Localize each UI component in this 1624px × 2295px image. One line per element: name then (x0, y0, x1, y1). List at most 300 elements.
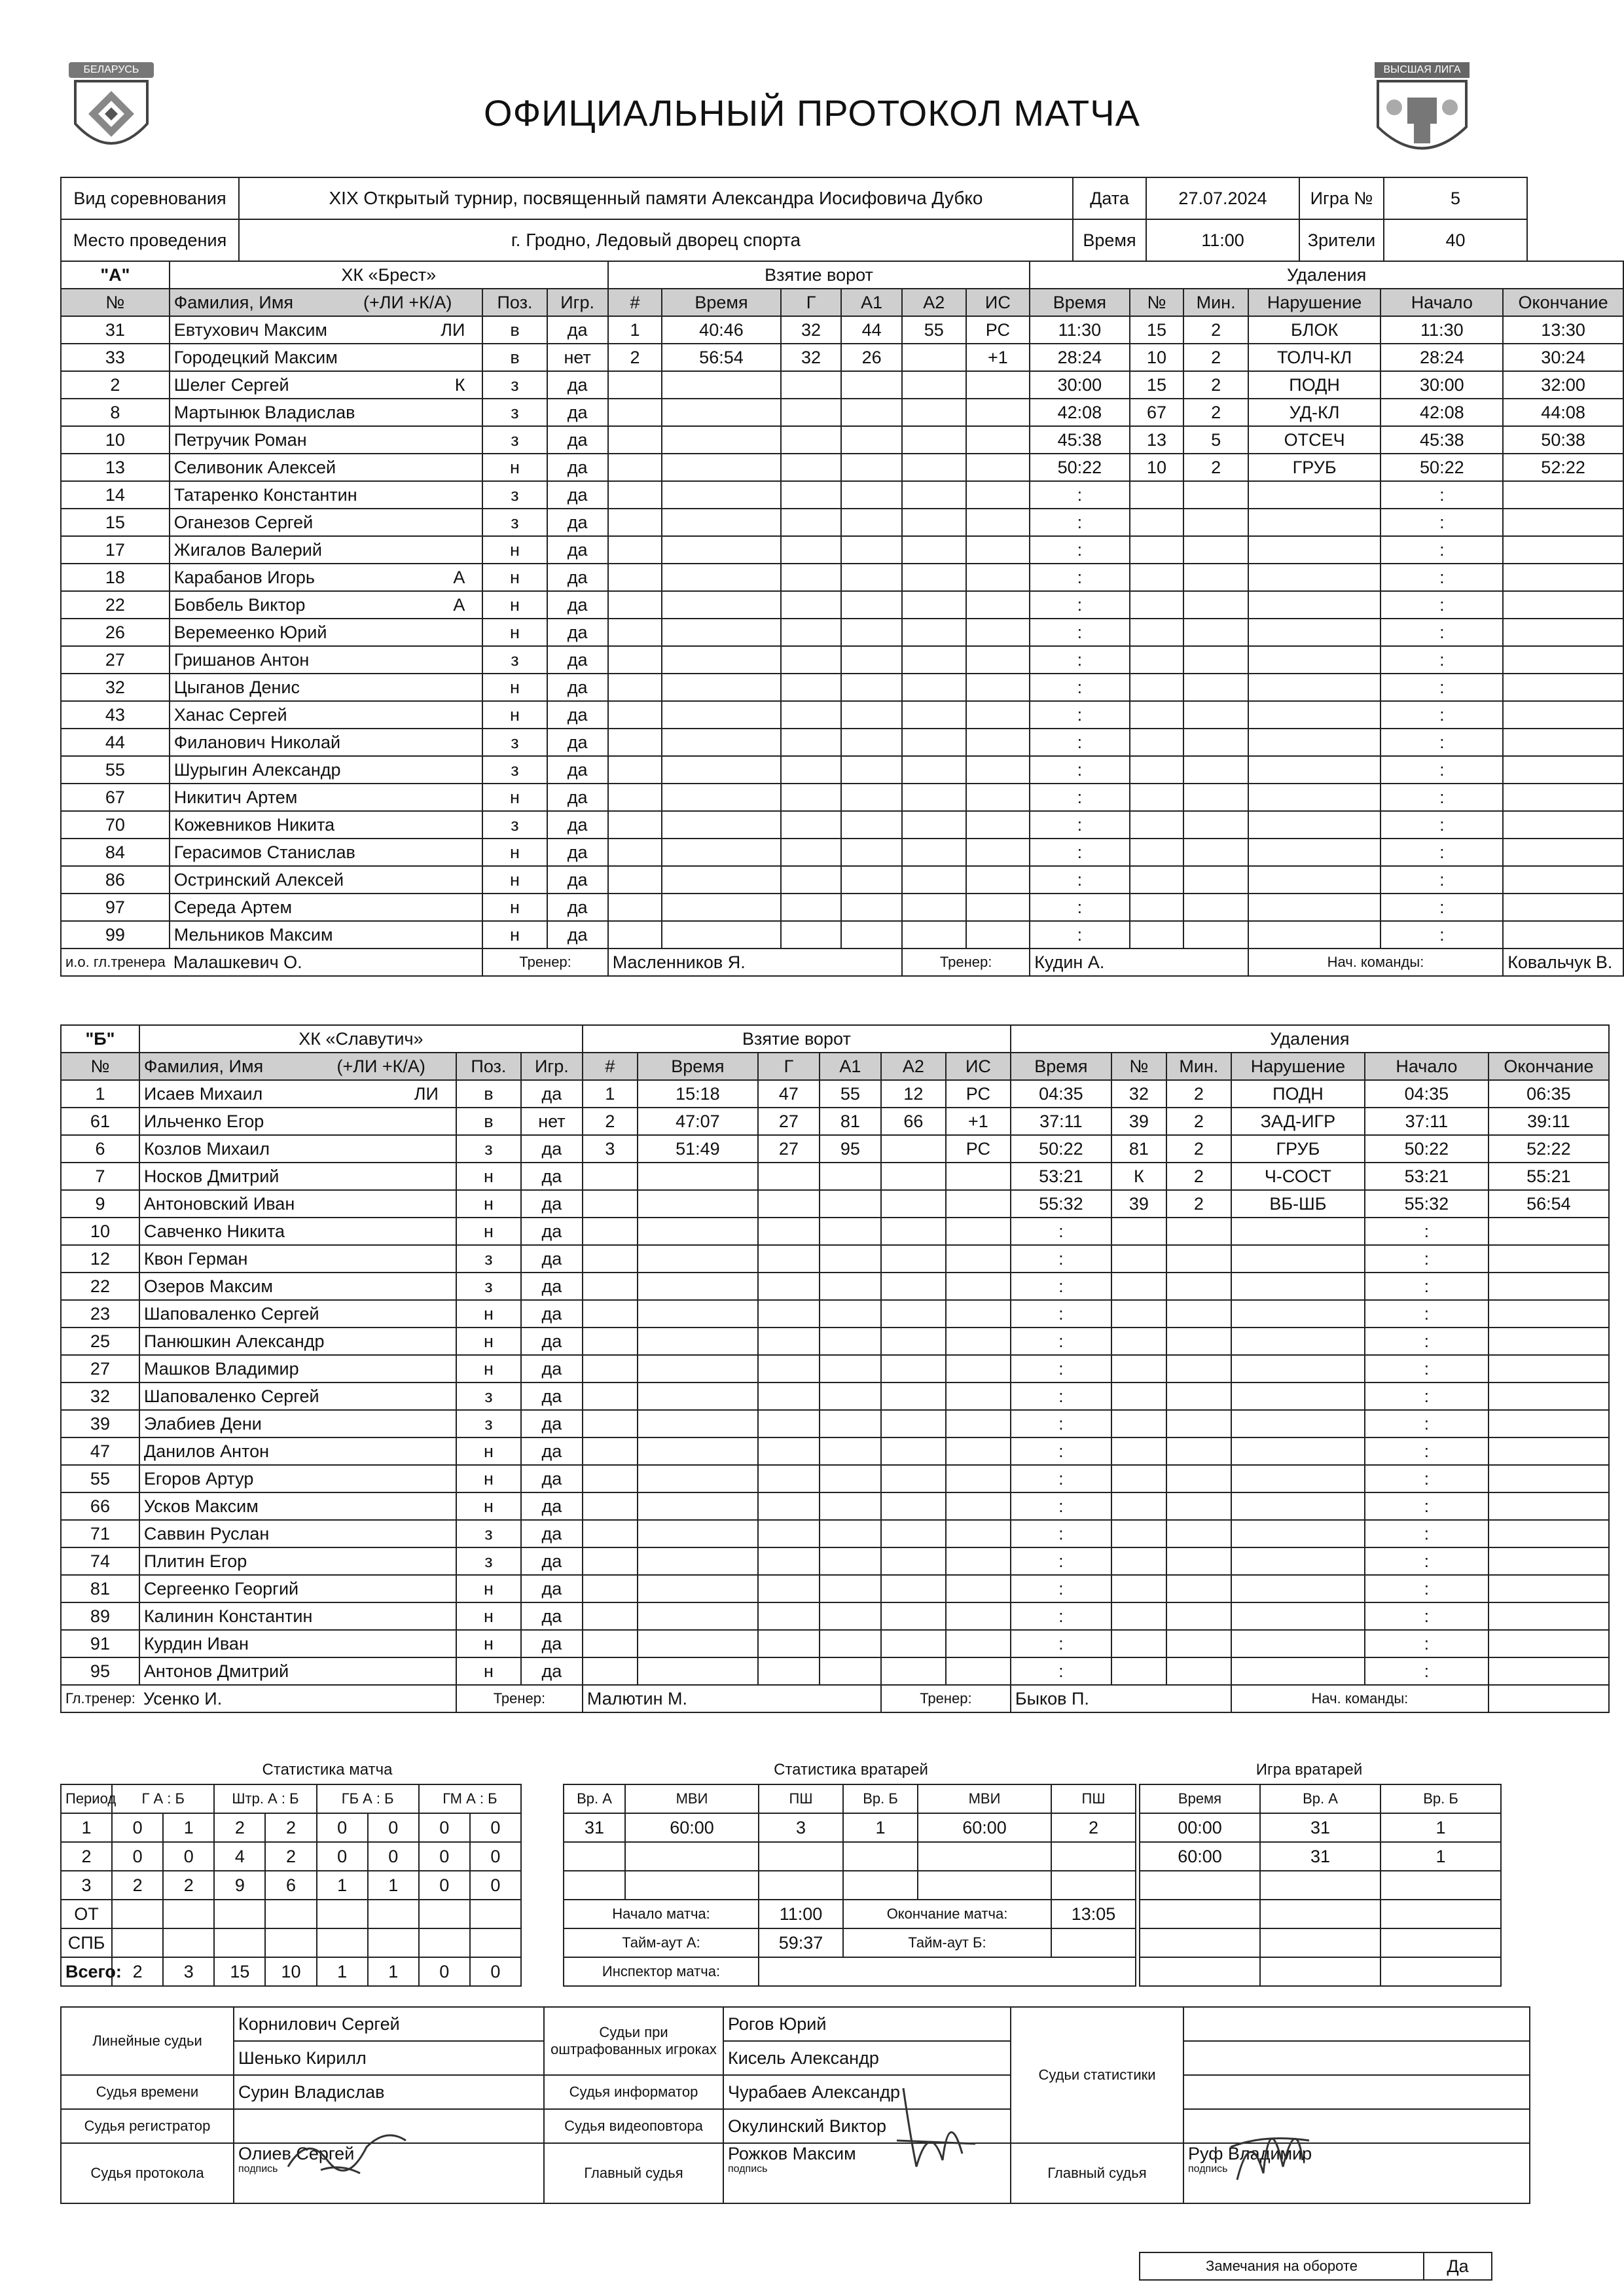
gk-play-value (1260, 1900, 1380, 1928)
penalty-min (1166, 1218, 1231, 1245)
penalty-num (1111, 1602, 1166, 1630)
player-name: Ильченко Егор (143, 1111, 264, 1131)
gk-play-title: Игра вратарей (1255, 1761, 1363, 1779)
penalty-min (1166, 1328, 1231, 1355)
goal-g (758, 1245, 820, 1273)
goal-num (608, 564, 662, 591)
player-name-cell (170, 894, 483, 921)
goal-g (781, 866, 842, 894)
goal-a2 (902, 894, 966, 921)
player-number: 10 (61, 1218, 139, 1245)
player-position: н (456, 1602, 521, 1630)
goal-num (608, 701, 662, 729)
penalty-end (1503, 729, 1623, 756)
col-header-name-text: Фамилия, Имя (173, 293, 294, 312)
col-header-g_g: Г (758, 1053, 820, 1080)
main-judge: Рожков Максим (728, 2144, 856, 2163)
goal-a1 (820, 1163, 881, 1190)
goal-time (638, 1465, 758, 1492)
penalty-viol (1248, 756, 1381, 784)
goal-num (583, 1300, 638, 1328)
player-number: 31 (61, 316, 170, 344)
player-name-cell (139, 1492, 456, 1520)
player-name: Данилов Антон (143, 1441, 270, 1461)
player-name-cell (139, 1080, 456, 1108)
penalty-viol (1231, 1575, 1365, 1602)
player-name: Савченко Никита (143, 1221, 285, 1241)
penalty-min (1183, 619, 1248, 646)
player-played: да (521, 1437, 583, 1465)
player-name-cell (139, 1630, 456, 1657)
gk-stats-table (563, 1784, 1136, 1987)
blank (1051, 1842, 1136, 1871)
penalty-min (1183, 646, 1248, 674)
player-row (61, 894, 1623, 921)
goal-g (758, 1437, 820, 1465)
stats-header-4: ГМ А : Б (419, 1784, 521, 1813)
remarks-table (1139, 2252, 1492, 2281)
player-name-cell (139, 1575, 456, 1602)
gk-stats-title: Статистика вратарей (774, 1761, 928, 1779)
player-row (61, 646, 1623, 674)
goal-a2 (902, 839, 966, 866)
player-played: да (547, 399, 608, 426)
gk-play-table (1139, 1784, 1502, 1987)
penalty-time-empty: : (1030, 564, 1129, 591)
gk-stats-header: МВИ (918, 1784, 1051, 1813)
goal-a1 (820, 1410, 881, 1437)
goal-is (966, 619, 1030, 646)
penalty-min (1183, 509, 1248, 536)
player-row (61, 1492, 1609, 1520)
penalty-start: 50:22 (1365, 1135, 1489, 1163)
stats-value (317, 1900, 368, 1928)
player-row (61, 729, 1623, 756)
penalty-viol (1248, 866, 1381, 894)
goal-a1 (841, 399, 902, 426)
player-number: 95 (61, 1657, 139, 1685)
player-name: Евтухович Максим (173, 320, 327, 340)
stats-header-1: Г А : Б (112, 1784, 214, 1813)
player-played: да (547, 921, 608, 949)
staff-value-2: Малютин М. (583, 1685, 881, 1712)
team-name: ХК «Брест» (170, 261, 608, 289)
goal-a1 (820, 1190, 881, 1218)
player-name-cell (170, 564, 483, 591)
player-position: н (482, 591, 547, 619)
stats-total-value: 15 (214, 1957, 265, 1986)
player-position: з (456, 1135, 521, 1163)
goal-time: 56:54 (662, 344, 781, 371)
player-row (61, 564, 1623, 591)
gk-play-value (1140, 1900, 1260, 1928)
match-start-value: 11:00 (759, 1900, 843, 1928)
player-role: А (453, 568, 465, 587)
penalty-viol (1248, 784, 1381, 811)
goal-g (781, 674, 842, 701)
player-row (61, 619, 1623, 646)
player-position: н (482, 564, 547, 591)
penalty-viol: ТОЛЧ-КЛ (1248, 344, 1381, 371)
player-row (61, 784, 1623, 811)
penalty-viol: ГРУБ (1231, 1135, 1365, 1163)
penalty-end: 55:21 (1489, 1163, 1609, 1190)
gk-stats-header: Вр. А (564, 1784, 625, 1813)
player-role: К (454, 375, 465, 395)
player-played: да (547, 784, 608, 811)
penalty-num: 67 (1130, 399, 1184, 426)
penalty-num (1130, 866, 1184, 894)
goal-time (638, 1382, 758, 1410)
player-position: з (456, 1520, 521, 1547)
goal-a2 (881, 1492, 946, 1520)
stats-value: 0 (317, 1842, 368, 1871)
player-number: 2 (61, 371, 170, 399)
player-position: н (456, 1657, 521, 1685)
player-name-cell (139, 1355, 456, 1382)
goal-a2 (902, 784, 966, 811)
col-header-g_a2: А2 (902, 289, 966, 316)
col-header-p_time: Время (1011, 1053, 1111, 1080)
penalty-time-empty: : (1011, 1245, 1111, 1273)
col-header-name (139, 1053, 456, 1080)
penalty-end (1503, 811, 1623, 839)
col-header-g_num: # (608, 289, 662, 316)
goal-g (781, 701, 842, 729)
penalty-num (1130, 894, 1184, 921)
goal-num (583, 1437, 638, 1465)
penalty-min (1166, 1630, 1231, 1657)
penalty-start-empty: : (1365, 1382, 1489, 1410)
player-position: н (482, 866, 547, 894)
goal-time (662, 454, 781, 481)
stats-row (61, 1928, 521, 1957)
gk-stats-value: 31 (564, 1813, 625, 1842)
player-name: Герасимов Станислав (173, 842, 355, 862)
player-row (61, 371, 1623, 399)
penalty-start: 28:24 (1380, 344, 1503, 371)
goal-a1: 44 (841, 316, 902, 344)
venue-label: Место проведения (61, 219, 239, 261)
player-name: Сергеенко Георгий (143, 1579, 299, 1599)
goal-is (966, 894, 1030, 921)
player-name-cell (139, 1328, 456, 1355)
penalty-start-empty: : (1380, 591, 1503, 619)
penalty-end (1489, 1547, 1609, 1575)
penalty-viol (1248, 839, 1381, 866)
main-sign-label: подпись (728, 2163, 768, 2175)
goal-a1 (841, 646, 902, 674)
remarks-value: Да (1424, 2252, 1492, 2280)
penalty-time-empty: : (1011, 1630, 1111, 1657)
player-row (61, 481, 1623, 509)
goal-g (781, 839, 842, 866)
blank (564, 1871, 625, 1900)
stats-header-2: Штр. А : Б (214, 1784, 316, 1813)
goal-num: 2 (608, 344, 662, 371)
goal-num (608, 784, 662, 811)
goal-g (758, 1630, 820, 1657)
game-label: Игра № (1299, 177, 1384, 219)
stats-period: 1 (61, 1813, 112, 1842)
penalty-num (1130, 921, 1184, 949)
staff-value-3: Быков П. (1011, 1685, 1231, 1712)
penalty-viol (1248, 481, 1381, 509)
goal-time (638, 1437, 758, 1465)
stats-value (470, 1900, 521, 1928)
penalty-time-empty: : (1011, 1410, 1111, 1437)
goal-is (966, 811, 1030, 839)
player-played: нет (547, 344, 608, 371)
goal-a2 (902, 756, 966, 784)
penalty-start-empty: : (1380, 564, 1503, 591)
goal-g (758, 1328, 820, 1355)
penalty-num (1111, 1328, 1166, 1355)
stats-value: 6 (265, 1871, 316, 1900)
player-name-cell (139, 1437, 456, 1465)
player-position: н (482, 839, 547, 866)
gk-stats-header: Вр. Б (843, 1784, 918, 1813)
linesman-1: Корнилович Сергей (234, 2007, 544, 2041)
penalty-viol (1248, 509, 1381, 536)
player-name: Машков Владимир (143, 1359, 299, 1379)
player-position: в (456, 1080, 521, 1108)
player-row (61, 1080, 1609, 1108)
player-row (61, 344, 1623, 371)
player-name-cell (170, 481, 483, 509)
player-name: Козлов Михаил (143, 1139, 270, 1159)
staff-value-1: Малашкевич О. (170, 949, 483, 976)
player-number: 70 (61, 811, 170, 839)
goal-is (946, 1602, 1011, 1630)
penalty-min (1166, 1382, 1231, 1410)
penalty-time-empty: : (1011, 1218, 1111, 1245)
player-number: 26 (61, 619, 170, 646)
goal-time (638, 1190, 758, 1218)
player-played: да (547, 316, 608, 344)
goal-num (608, 674, 662, 701)
player-row (61, 536, 1623, 564)
gk-stats-value: 60:00 (625, 1813, 759, 1842)
penalty-min (1183, 674, 1248, 701)
stats-total-value: 10 (265, 1957, 316, 1986)
goal-a2 (902, 536, 966, 564)
goal-g (781, 426, 842, 454)
player-played: да (547, 564, 608, 591)
player-played: да (547, 481, 608, 509)
penalty-min (1166, 1465, 1231, 1492)
col-header-name-text: Фамилия, Имя (143, 1057, 264, 1076)
goal-a2 (881, 1355, 946, 1382)
goal-a1 (820, 1602, 881, 1630)
player-name-cell (139, 1520, 456, 1547)
goal-a2 (902, 674, 966, 701)
goal-time (662, 729, 781, 756)
player-number: 22 (61, 591, 170, 619)
goal-num: 3 (583, 1135, 638, 1163)
player-name-cell (139, 1410, 456, 1437)
penalty-num (1130, 536, 1184, 564)
penalty-end: 52:22 (1503, 454, 1623, 481)
goal-a2 (902, 729, 966, 756)
player-number: 66 (61, 1492, 139, 1520)
player-position: з (482, 509, 547, 536)
penalty-min (1166, 1547, 1231, 1575)
goal-time (662, 866, 781, 894)
player-played: да (547, 619, 608, 646)
player-name-cell (170, 729, 483, 756)
goal-is (946, 1657, 1011, 1685)
penalty-end (1489, 1328, 1609, 1355)
penalty-time-empty: : (1011, 1602, 1111, 1630)
goal-num (608, 426, 662, 454)
goal-a2 (881, 1520, 946, 1547)
match-start-label: Начало матча: (564, 1900, 759, 1928)
player-name-cell (170, 454, 483, 481)
goal-a2 (902, 481, 966, 509)
stats-value (214, 1900, 265, 1928)
goal-is (946, 1218, 1011, 1245)
main2-sign-label: подпись (1188, 2163, 1228, 2175)
goal-time (662, 399, 781, 426)
goal-num (583, 1657, 638, 1685)
player-name: Курдин Иван (143, 1634, 249, 1653)
penalty-time-empty: : (1030, 619, 1129, 646)
stats-period: 2 (61, 1842, 112, 1871)
penalty-viol (1248, 674, 1381, 701)
penalty-num (1130, 481, 1184, 509)
player-played: да (547, 454, 608, 481)
penalty-start-empty: : (1365, 1465, 1489, 1492)
goal-a2 (902, 701, 966, 729)
player-name: Городецкий Максим (173, 348, 338, 367)
penalty-viol (1231, 1273, 1365, 1300)
player-number: 71 (61, 1520, 139, 1547)
penalty-viol (1231, 1300, 1365, 1328)
col-header-p_min: Мин. (1166, 1053, 1231, 1080)
gk-play-value (1140, 1957, 1260, 1986)
goal-is (966, 729, 1030, 756)
penalty-viol (1231, 1328, 1365, 1355)
goal-a2 (881, 1218, 946, 1245)
stats-value (317, 1928, 368, 1957)
gk-play-value: 31 (1260, 1842, 1380, 1871)
player-name: Мельников Максим (173, 925, 333, 945)
goal-a2 (902, 564, 966, 591)
goal-a1 (841, 454, 902, 481)
penalty-time-empty: : (1030, 536, 1129, 564)
player-name-cell (139, 1300, 456, 1328)
player-position: н (456, 1465, 521, 1492)
player-played: да (521, 1190, 583, 1218)
penalty-end (1503, 921, 1623, 949)
penalty-time-empty: : (1011, 1328, 1111, 1355)
player-row (61, 1300, 1609, 1328)
penalty-time-empty: : (1011, 1547, 1111, 1575)
penalty-min (1183, 729, 1248, 756)
goal-num (583, 1520, 638, 1547)
team-name: ХК «Славутич» (139, 1025, 583, 1053)
date-value: 27.07.2024 (1146, 177, 1299, 219)
penalty-viol (1231, 1492, 1365, 1520)
player-played: да (547, 811, 608, 839)
goal-time (638, 1328, 758, 1355)
info-judge-label: Судья информатор (544, 2075, 723, 2109)
col-header-num: № (61, 1053, 139, 1080)
player-position: н (482, 701, 547, 729)
penalty-viol: ПОДН (1248, 371, 1381, 399)
col-header-p_viol: Нарушение (1248, 289, 1381, 316)
penalty-viol: Ч-СОСТ (1231, 1163, 1365, 1190)
goal-a2 (881, 1410, 946, 1437)
player-name: Никитич Артем (173, 787, 298, 807)
penalty-start-empty: : (1365, 1245, 1489, 1273)
stats-value: 1 (163, 1813, 214, 1842)
goal-num (583, 1245, 638, 1273)
penalty-end: 50:38 (1503, 426, 1623, 454)
goal-is (966, 839, 1030, 866)
goal-a2 (902, 619, 966, 646)
penalty-min (1166, 1492, 1231, 1520)
staff-label-1: и.о. гл.тренера (61, 949, 170, 976)
penalty-time-empty: : (1030, 811, 1129, 839)
stats-row (61, 1813, 521, 1842)
stats-value (368, 1900, 419, 1928)
penalty-end: 32:00 (1503, 371, 1623, 399)
penalty-num (1130, 839, 1184, 866)
goal-is (946, 1520, 1011, 1547)
player-number: 15 (61, 509, 170, 536)
goal-g (781, 784, 842, 811)
penalty-num: 81 (1111, 1135, 1166, 1163)
penalty-end (1489, 1602, 1609, 1630)
stats-value (214, 1928, 265, 1957)
penalty-time: 50:22 (1030, 454, 1129, 481)
penalty-time-empty: : (1030, 729, 1129, 756)
player-position: н (456, 1575, 521, 1602)
player-name: Элабиев Дени (143, 1414, 262, 1434)
player-name-cell (170, 316, 483, 344)
stats-total-value: 0 (419, 1957, 470, 1986)
penalty-start-empty: : (1365, 1547, 1489, 1575)
col-header-g_time: Время (638, 1053, 758, 1080)
gk-play-value (1380, 1871, 1501, 1900)
penalty-end: 56:54 (1489, 1190, 1609, 1218)
penalty-num: 15 (1130, 371, 1184, 399)
penalty-viol: БЛОК (1248, 316, 1381, 344)
goal-a1 (841, 591, 902, 619)
player-name-cell (170, 674, 483, 701)
penalty-start-empty: : (1365, 1630, 1489, 1657)
penalty-min (1183, 701, 1248, 729)
goal-is: +1 (966, 344, 1030, 371)
penalty-time-empty: : (1030, 481, 1129, 509)
goals-title: Взятие ворот (583, 1025, 1011, 1053)
goal-a1 (820, 1382, 881, 1410)
col-header-role-text: (+ЛИ +К/А) (336, 1057, 425, 1076)
goal-a1 (841, 866, 902, 894)
player-name-cell (170, 866, 483, 894)
player-row (61, 1245, 1609, 1273)
penalty-time: 37:11 (1011, 1108, 1111, 1135)
penalty-min: 2 (1183, 454, 1248, 481)
player-name: Ханас Сергей (173, 705, 287, 725)
penalty-start: 55:32 (1365, 1190, 1489, 1218)
penalty-end (1489, 1218, 1609, 1245)
goal-num (583, 1602, 638, 1630)
player-name-cell (170, 811, 483, 839)
main-judge-signature (884, 2082, 1015, 2180)
